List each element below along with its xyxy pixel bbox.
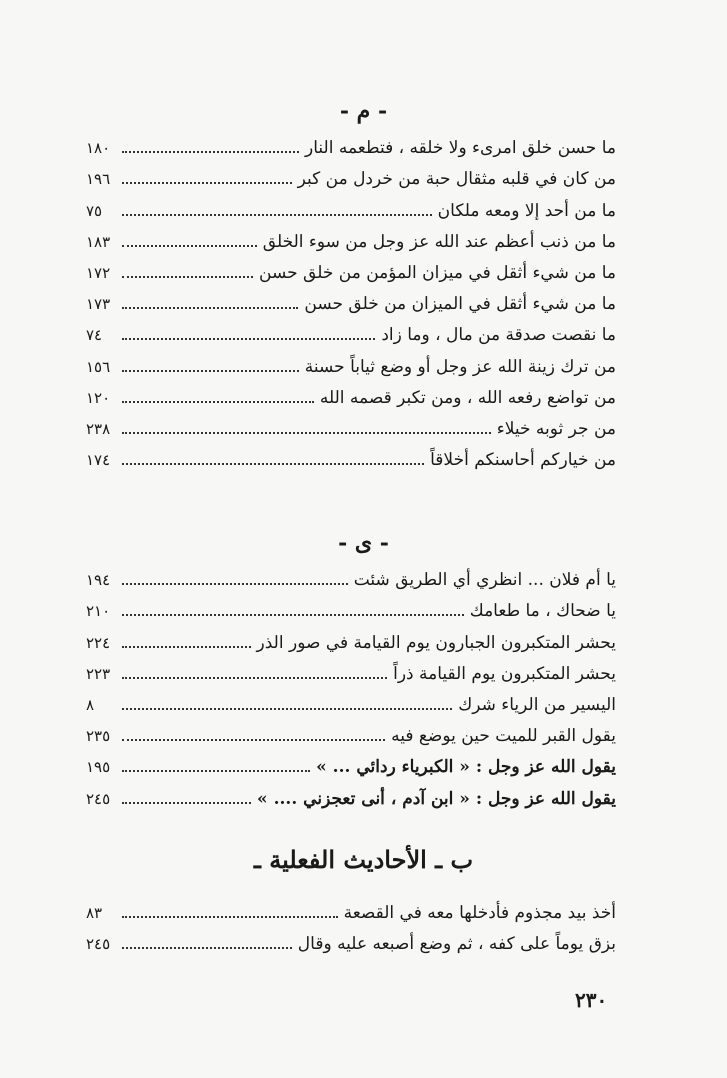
entry-page: ١٩٤ — [86, 571, 111, 590]
leader-dots — [122, 583, 348, 585]
index-entry — [86, 159, 616, 190]
entry-text: ما من ذنب أعظم عند الله عز وجل من سوء الخلق — [262, 231, 616, 252]
entry-page: ١٩٦ — [86, 170, 111, 189]
leader-dots — [122, 770, 310, 772]
index-entry — [86, 378, 616, 409]
entry-text: أخذ بيد مجذوم فأدخلها معه في القصعة — [343, 903, 616, 924]
entry-text: ما حسن خلق امرىء ولا خلقه ، فتطعمه النار — [305, 138, 616, 159]
index-entry — [86, 315, 616, 346]
entry-text: يا ضحاك ، ما طعامك — [469, 601, 616, 622]
entry-page: ٢١٠ — [86, 602, 111, 621]
entry-page: ٧٤ — [86, 326, 103, 345]
entry-page: ٢٤٥ — [86, 789, 111, 808]
entry-page: ١٧٤ — [86, 451, 111, 470]
entry-page: ٢٣٥ — [86, 727, 111, 746]
index-entry — [86, 924, 616, 955]
index-entry — [86, 778, 616, 809]
section-heading-ya: - ى - — [338, 530, 389, 556]
entry-text: ما من شيء أثقل في ميزان المؤمن من خلق حسن — [259, 262, 616, 283]
entry-page: ١٢٠ — [86, 388, 111, 407]
leader-dots — [122, 276, 253, 278]
leader-dots — [122, 708, 452, 710]
leader-dots — [122, 432, 491, 434]
entry-text: من كان في قلبه مثقال حبة من خردل من كبر — [297, 169, 616, 190]
leader-dots — [122, 916, 338, 918]
entry-page: ١٧٢ — [86, 263, 111, 282]
index-entry — [86, 346, 616, 377]
entry-text: من تواضع رفعه الله ، ومن تكبر قصمه الله — [319, 387, 616, 408]
section-heading-actional-hadiths: ب ـ الأحاديث الفعلية ـ — [253, 845, 474, 874]
entry-text: ما نقصت صدقة من مال ، وما زاد — [381, 325, 616, 346]
entry-page: ٧٥ — [86, 201, 103, 220]
entry-page: ٢٣٨ — [86, 419, 111, 438]
entries-list-mim — [86, 128, 616, 471]
index-entry — [86, 591, 616, 622]
leader-dots — [122, 802, 251, 804]
leader-dots — [122, 151, 299, 153]
leader-dots — [122, 307, 298, 309]
entry-text: اليسير من الرياء شرك — [458, 694, 616, 715]
index-entry — [86, 190, 616, 221]
index-entry — [86, 284, 616, 315]
leader-dots — [122, 214, 432, 216]
section-heading-mim: - م - — [339, 98, 388, 124]
leader-dots — [122, 646, 251, 648]
entry-page: ٢٢٤ — [86, 633, 111, 652]
entry-text: يقول الله عز وجل : « ابن آدم ، أنى تعجزني .... » — [257, 788, 616, 809]
index-entry — [86, 716, 616, 747]
leader-dots — [122, 614, 464, 616]
index-entry — [86, 440, 616, 471]
entry-page: ١٧٣ — [86, 295, 111, 314]
entry-text: ما من شيء أثقل في الميزان من خلق حسن — [304, 294, 616, 315]
entry-text: بزق يوماً على كفه ، ثم وضع أصبعه عليه وقال — [297, 934, 616, 955]
page-number: ٢٣٠ — [575, 988, 608, 1012]
leader-dots — [122, 463, 424, 465]
entry-text: من جر ثوبه خيلاء — [496, 418, 616, 439]
index-entry — [86, 654, 616, 685]
leader-dots — [122, 677, 387, 679]
entry-page: ٢٤٥ — [86, 935, 111, 954]
entry-page: ١٥٦ — [86, 357, 111, 376]
index-entry — [86, 128, 616, 159]
entry-page: ١٩٥ — [86, 758, 111, 777]
index-entry — [86, 560, 616, 591]
entry-page: ١٨٣ — [86, 232, 111, 251]
entry-text: من ترك زينة الله عز وجل أو وضع ثياباً حسنة — [304, 356, 616, 377]
index-entry — [86, 685, 616, 716]
entry-page: ١٨٠ — [86, 139, 111, 158]
entry-text: يحشر المتكبرون يوم القيامة ذراً — [393, 663, 616, 684]
entry-text: من خياركم أحاسنكم أخلاقاً — [430, 450, 616, 471]
leader-dots — [122, 947, 292, 949]
entry-page: ٨٣ — [86, 904, 103, 923]
leader-dots — [122, 338, 375, 340]
entry-text: يا أم فلان ... انظري أي الطريق شئت — [353, 570, 616, 591]
entries-list-actional — [86, 893, 616, 955]
index-entry — [86, 622, 616, 653]
leader-dots — [122, 401, 314, 403]
leader-dots — [122, 739, 385, 741]
index-entry — [86, 747, 616, 778]
entry-page: ٨ — [86, 695, 95, 714]
index-entry — [86, 893, 616, 924]
entry-text: يقول الله عز وجل : « الكبرياء ردائي ... » — [316, 757, 616, 778]
leader-dots — [122, 370, 299, 372]
entry-text: ما من أحد إلا ومعه ملكان — [437, 200, 616, 221]
index-entry — [86, 222, 616, 253]
entry-text: يقول القبر للميت حين يوضع فيه — [391, 726, 616, 747]
entry-text: يحشر المتكبرون الجبارون يوم القيامة في صور الذر — [256, 632, 616, 653]
leader-dots — [122, 182, 292, 184]
index-entry — [86, 409, 616, 440]
entry-page: ٢٢٣ — [86, 664, 111, 683]
leader-dots — [122, 245, 257, 247]
index-entry — [86, 253, 616, 284]
entries-list-ya — [86, 560, 616, 810]
